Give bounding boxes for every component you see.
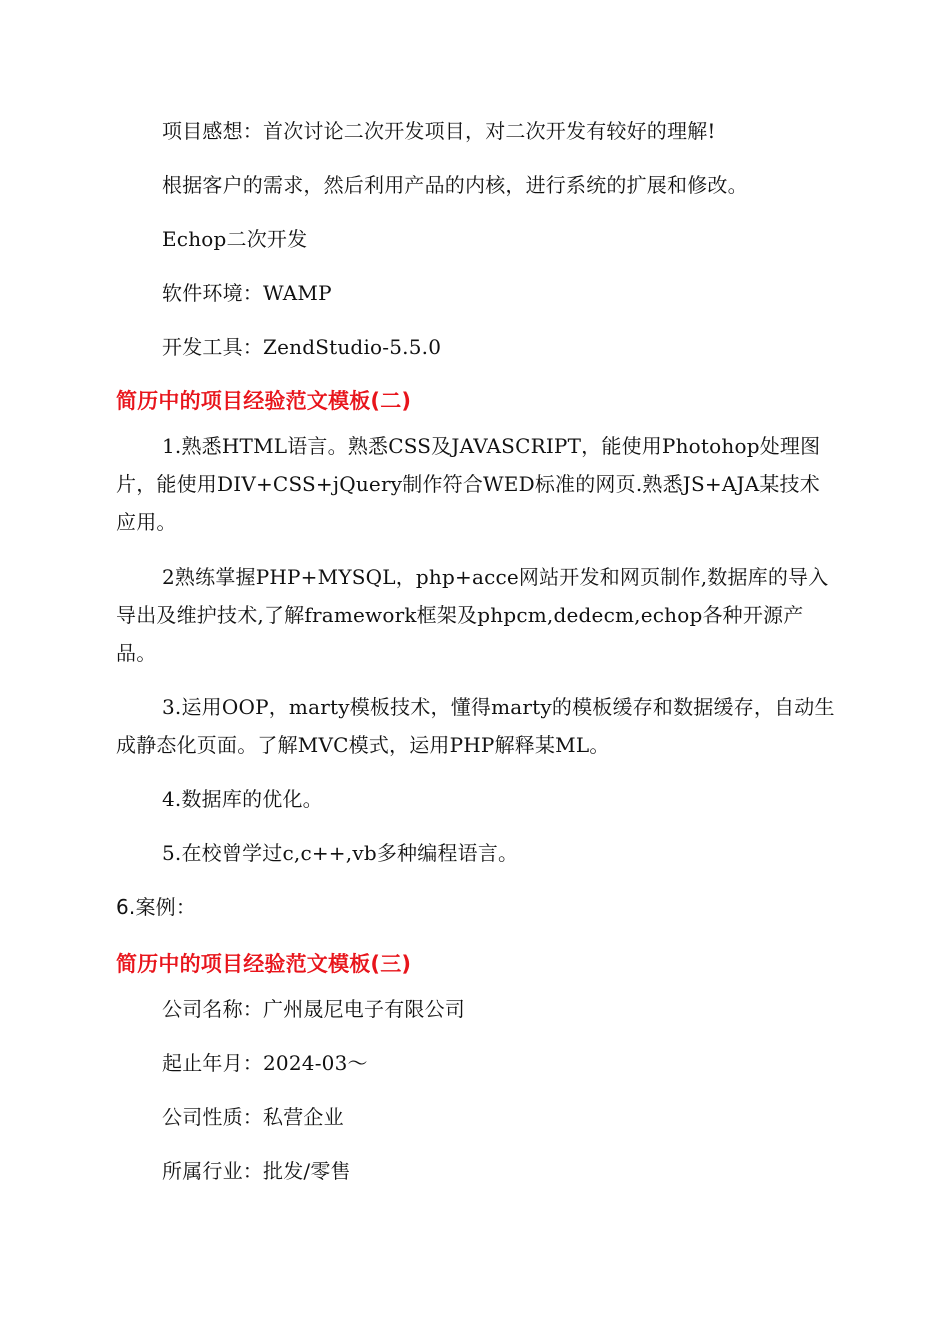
- skill-paragraph-1: 1.熟悉HTML语言。熟悉CSS及JAVASCRIPT，能使用Photohop处理图片，能使用DIV+CSS+jQuery制作符合WED标准的网页.熟悉JS+AJA某技术应用。: [116, 434, 821, 534]
- company-nature-line: 公司性质：私营企业: [162, 1105, 344, 1129]
- skill-paragraph-4: 4.数据库的优化。: [162, 787, 323, 811]
- software-environment-line: 软件环境：WAMP: [162, 281, 332, 305]
- section-heading-3: 简历中的项目经验范文模板(三): [116, 952, 412, 976]
- case-label: 6.案例：: [116, 895, 197, 919]
- echop-line: Echop二次开发: [162, 227, 308, 251]
- project-reflection-line: 项目感想：首次讨论二次开发项目，对二次开发有较好的理解!: [162, 119, 716, 143]
- industry-line: 所属行业：批发/零售: [162, 1159, 351, 1183]
- date-range-line: 起止年月：2024-03～: [162, 1051, 368, 1075]
- skill-paragraph-3: 3.运用OOP，marty模板技术，懂得marty的模板缓存和数据缓存，自动生成静态化页面。了解MVC模式，运用PHP解释某ML。: [116, 695, 835, 757]
- section-heading-2: 简历中的项目经验范文模板(二): [116, 389, 412, 413]
- skill-paragraph-5: 5.在校曾学过c,c++,vb多种编程语言。: [162, 841, 519, 865]
- skill-paragraph-2: 2熟练掌握PHP+MYSQL，php+acce网站开发和网页制作,数据库的导入导出及维护技术,了解framework框架及phpcm,dedecm,echop各种开源产品。: [116, 565, 829, 665]
- company-name-line: 公司名称：广州晟尼电子有限公司: [162, 997, 465, 1021]
- dev-tools-line: 开发工具：ZendStudio-5.5.0: [162, 335, 442, 359]
- customer-needs-line: 根据客户的需求，然后利用产品的内核，进行系统的扩展和修改。: [162, 173, 748, 197]
